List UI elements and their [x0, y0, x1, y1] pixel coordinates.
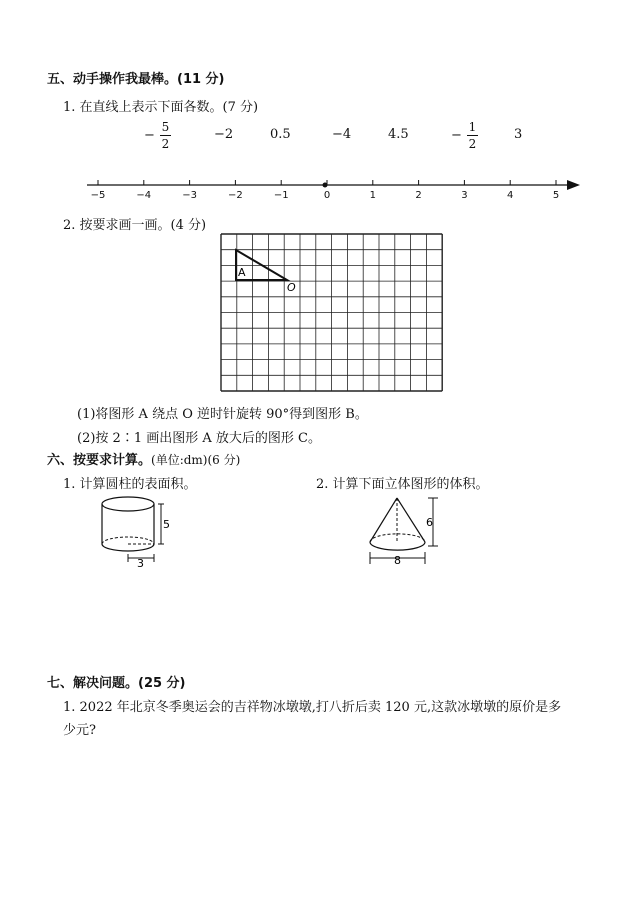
q2-prompt: 2. 按要求画一画。(4 分): [63, 218, 207, 233]
s7-q1-line2: 少元?: [63, 723, 96, 738]
tick-label: 0: [323, 190, 331, 201]
number-item: 4.5: [388, 127, 409, 142]
section5-title: 五、动手操作我最棒。(11 分): [47, 72, 225, 87]
tick-label: 4: [507, 190, 514, 201]
section6-title-line: [47, 449, 240, 468]
cone-diameter-label: 8: [394, 554, 401, 567]
q2-sub1: (1)将图形 A 绕点 O 逆时针旋转 90°得到图形 B。: [77, 407, 368, 422]
tick-label: 2: [415, 190, 422, 201]
tick-label: 3: [461, 190, 468, 201]
triangle-a-label: A: [238, 266, 246, 279]
point-o-label: O: [287, 281, 296, 294]
grid-paper: [215, 229, 455, 397]
tick-label: 1: [369, 190, 376, 201]
tick-label: 5: [552, 190, 560, 201]
q2-sub2: (2)按 2∶1 画出图形 A 放大后的图形 C。: [77, 431, 321, 446]
cylinder-height-label: 5: [163, 518, 170, 531]
tick-label: −1: [273, 190, 289, 201]
section6-title: 六、按要求计算。: [47, 453, 152, 468]
number-item: −4: [332, 127, 352, 142]
tick-label: −2: [228, 190, 243, 201]
arrow-right-icon: [567, 180, 580, 190]
s6-q1-prompt: 1. 计算圆柱的表面积。: [63, 477, 197, 492]
number-item: −2: [214, 127, 234, 142]
fraction-neg-5-2: − $\frac{5}{2}$: [144, 120, 170, 151]
s6-q2-prompt: 2. 计算下面立体图形的体积。: [316, 477, 489, 492]
q1-prompt: 1. 在直线上表示下面各数。(7 分): [63, 100, 259, 115]
section7-title: 七、解决问题。(25 分): [47, 676, 186, 691]
cylinder-radius-label: 3: [137, 557, 144, 570]
cone-height-label: 6: [426, 516, 433, 529]
s7-q1-line1: 1. 2022 年北京冬季奥运会的吉祥物冰墩墩,打八折后卖 120 元,这款冰墩墩的原价是多: [63, 700, 562, 715]
number-item: 0.5: [270, 127, 291, 142]
cylinder-figure: [95, 490, 185, 570]
number-item: 3: [514, 127, 523, 142]
cone-figure: [362, 494, 452, 574]
section6-unit: (单位:dm)(6 分): [151, 453, 241, 467]
tick-label: −4: [136, 190, 152, 201]
origin-dot: [323, 183, 328, 188]
tick-label: −3: [182, 190, 197, 201]
fraction-neg-1-2: − $\frac{1}{2}$: [451, 120, 477, 151]
tick-label: −5: [90, 190, 106, 201]
